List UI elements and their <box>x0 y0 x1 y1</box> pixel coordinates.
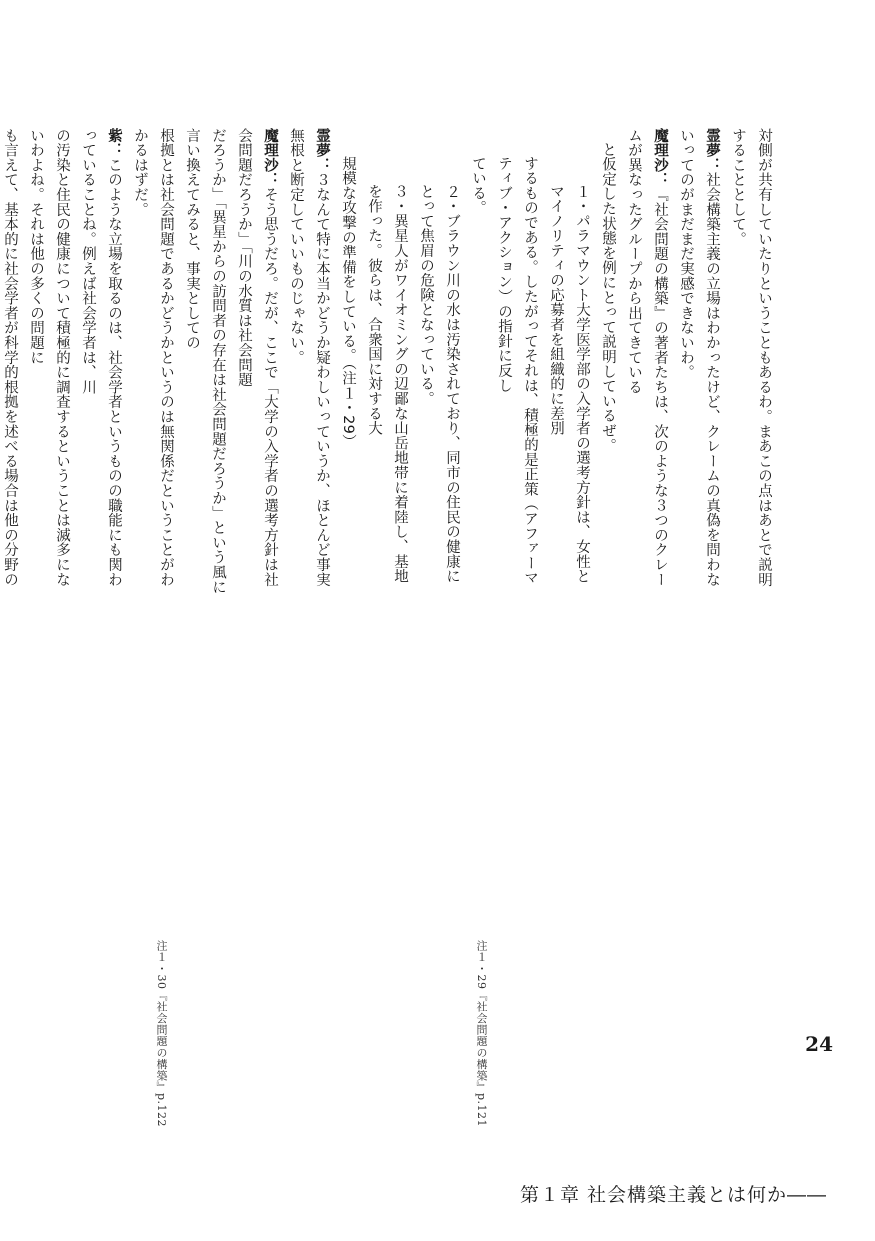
text-line <box>127 128 179 598</box>
speaker-name: 魔理沙： <box>262 128 278 188</box>
text-line <box>179 128 231 598</box>
line-text: ３・異星人がワイオミングの辺鄙な山岳地帯に着陸し、基地を作った。彼らは、合衆国に対する大 <box>366 184 408 584</box>
speaker-name: 霊夢： <box>704 128 720 173</box>
line-text: も言えて、基本的に社会学者が科学的根拠を述べる場合は他の分野の <box>2 128 18 587</box>
line-text: 規模な攻撃の準備をしている。（注１・29） <box>340 156 356 450</box>
dialogue-line <box>283 128 335 598</box>
page-number: 24 <box>805 1032 833 1056</box>
dialogue-line <box>231 128 283 598</box>
speaker-name: 魔理沙： <box>652 128 668 188</box>
quote-line <box>413 128 465 598</box>
main-text-column <box>0 128 777 598</box>
speaker-name: 霊夢： <box>314 128 330 173</box>
running-head: 第１章 社会構築主義とは何か―― <box>519 1184 827 1206</box>
text-line <box>23 128 75 598</box>
line-text: 対側が共有していたりということもあるわ。まあこの点はあとで説明することとして。 <box>730 128 772 587</box>
dialogue-line <box>621 128 673 598</box>
footnote-1-29: 注１・29『社会問題の構築』p.121 <box>475 940 488 1128</box>
line-text: １・パラマウント大学医学部の入学者の選考方針は、女性とマイノリティの応募者を組織的に差別 <box>548 184 590 584</box>
text-line <box>0 128 23 598</box>
line-text: 『社会問題の構築』の著者たちは、次のような３つのクレームが異なったグループから出てきている <box>626 128 668 587</box>
line-text: そう思うだろ。だが、ここで「大学の入学者の選考方針は社会問題だろうか」「川の水質は社会問題 <box>236 128 278 587</box>
quote-line <box>335 128 361 598</box>
quote-line <box>491 128 543 598</box>
footnote-1-30: 注１・30『社会問題の構築』p.122 <box>155 940 168 1128</box>
line-text: の汚染と住民の健康について積極的に調査するということは滅多にないわよね。それは他の多くの問題に <box>28 128 70 587</box>
dialogue-line <box>75 128 127 598</box>
quote-line <box>543 128 595 598</box>
line-text: ３なんて特に本当かどうか疑わしいっていうか、ほとんど事実無根と断定していいものじゃない。 <box>288 128 330 587</box>
speaker-name: 紫： <box>106 128 122 158</box>
line-text: ている。 <box>470 156 486 216</box>
line-text: 社会構築主義の立場はわかったけど、クレームの真偽を問わないってのがまだまだ実感できないわ。 <box>678 128 720 587</box>
line-text: 根拠とは社会問題であるかどうかというのは無関係だということがわかるはずだ。 <box>132 128 174 587</box>
dialogue-line <box>673 128 725 598</box>
quote-line <box>361 128 413 598</box>
text-line <box>595 128 621 598</box>
quote-line <box>465 128 491 598</box>
line-text: だろうか」「異星からの訪問者の存在は社会問題だろうか」という風に言い換えてみると、事実としての <box>184 128 226 595</box>
line-text: と仮定した状態を例にとって説明しているぜ。 <box>600 142 616 453</box>
text-line <box>725 128 777 598</box>
line-text: ２・ブラウン川の水は汚染されており、同市の住民の健康にとって焦眉の危険となっている。 <box>418 184 460 584</box>
line-text: このような立場を取るのは、社会学者というものの職能にも関わっていることね。例えば社会学者は、川 <box>80 128 122 587</box>
line-text: するものである。したがってそれは、積極的是正策（アファーマティブ・アクション）の指針に反し <box>496 156 538 586</box>
